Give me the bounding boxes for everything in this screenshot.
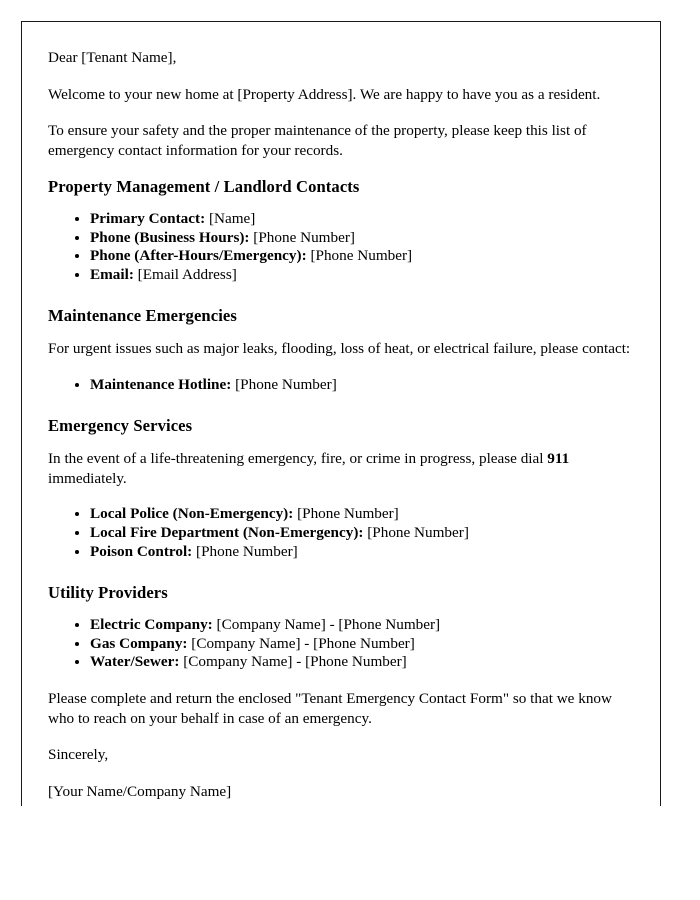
list-item bbox=[90, 247, 632, 266]
section-heading-emergency-services: Emergency Services bbox=[48, 416, 193, 436]
list-item bbox=[90, 616, 632, 635]
sign-off: Sincerely, bbox=[48, 746, 109, 764]
section-heading-property-management: Property Management / Landlord Contacts bbox=[48, 177, 360, 196]
contact-label: Local Fire Department (Non-Emergency): bbox=[90, 524, 364, 542]
contact-value: [Phone Number] bbox=[235, 375, 337, 393]
list-item bbox=[90, 653, 632, 672]
contact-label: Water/Sewer: bbox=[90, 653, 180, 671]
contact-value: [Company Name] - [Phone Number] bbox=[183, 653, 407, 671]
contact-value: [Phone Number] bbox=[253, 228, 355, 246]
contact-value: [Phone Number] bbox=[310, 247, 413, 265]
contact-value: [Company Name] - [Phone Number] bbox=[191, 634, 415, 652]
signature-line: [Your Name/Company Name] bbox=[48, 782, 232, 800]
list-item bbox=[90, 635, 632, 654]
contact-label: Gas Company: bbox=[90, 634, 188, 652]
contact-value: [Company Name] - [Phone Number] bbox=[216, 616, 441, 634]
emergency-services-intro-paragraph bbox=[48, 449, 632, 488]
contact-label: Phone (After-Hours/Emergency): bbox=[90, 247, 307, 265]
salutation: Dear [Tenant Name], bbox=[48, 49, 177, 66]
list-item bbox=[90, 524, 632, 543]
contact-value: [Email Address] bbox=[137, 265, 237, 283]
emergency-intro-text-before: In the event of a life-threatening emergency, fire, or crime in progress, please dial bbox=[48, 450, 548, 468]
contact-label: Email: bbox=[90, 265, 134, 283]
list-item bbox=[90, 376, 632, 395]
section-heading-utility-providers: Utility Providers bbox=[48, 583, 168, 603]
contact-list-property-management bbox=[48, 210, 632, 284]
contact-label: Poison Control: bbox=[90, 542, 193, 560]
contact-list-emergency-services bbox=[48, 505, 632, 561]
list-item bbox=[90, 266, 632, 285]
intro-paragraph-welcome: Welcome to your new home at [Property Address]. We are happy to have you as a resident. bbox=[48, 85, 601, 103]
contact-value: [Phone Number] bbox=[367, 524, 469, 542]
contact-label: Electric Company: bbox=[90, 616, 213, 634]
contact-label: Phone (Business Hours): bbox=[90, 228, 250, 246]
maintenance-intro-paragraph: For urgent issues such as major leaks, flooding, loss of heat, or electrical failure, please contact: bbox=[48, 340, 631, 358]
emergency-number-911: 911 bbox=[547, 450, 570, 468]
intro-paragraph-purpose: To ensure your safety and the proper maintenance of the property, please keep this list of emergency contact information for your records. bbox=[48, 122, 587, 159]
list-item bbox=[90, 210, 632, 229]
contact-list-maintenance bbox=[48, 376, 632, 395]
section-heading-maintenance-emergencies: Maintenance Emergencies bbox=[48, 306, 237, 326]
closing-paragraph: Please complete and return the enclosed "Tenant Emergency Contact Form" so that we know who to reach on your behalf in case of an emergency. bbox=[48, 690, 612, 727]
contact-value: [Name] bbox=[208, 210, 256, 227]
contact-value: [Phone Number] bbox=[297, 505, 399, 523]
letter-document-frame bbox=[21, 21, 661, 806]
contact-label: Local Police (Non-Emergency): bbox=[90, 505, 294, 523]
list-item bbox=[90, 543, 632, 562]
contact-label: Maintenance Hotline: bbox=[90, 375, 232, 393]
emergency-intro-text-after: immediately. bbox=[48, 469, 127, 487]
list-item bbox=[90, 505, 632, 524]
list-item bbox=[90, 229, 632, 248]
contact-label: Primary Contact: bbox=[90, 210, 206, 227]
letter-body bbox=[22, 22, 660, 801]
contact-value: [Phone Number] bbox=[196, 542, 298, 560]
contact-list-utility-providers bbox=[48, 616, 632, 672]
